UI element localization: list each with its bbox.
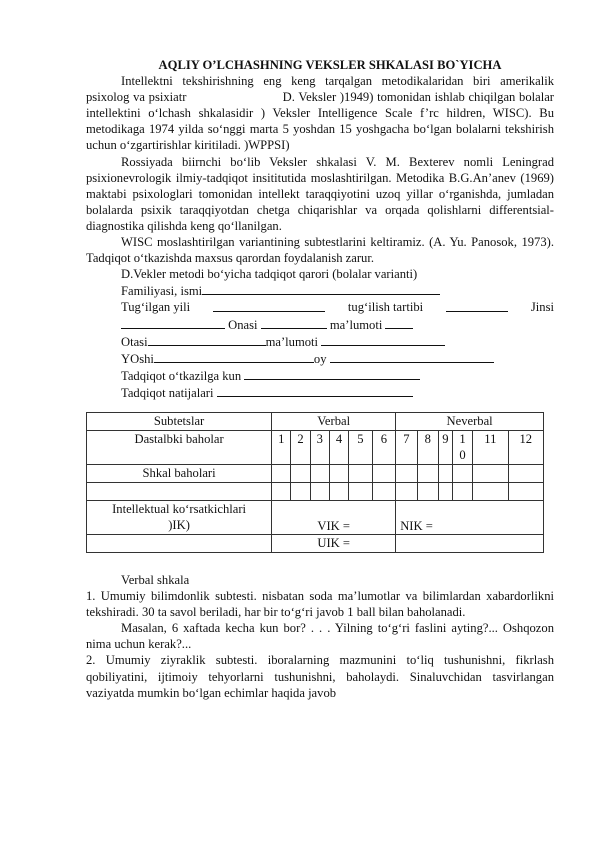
- cell-num: 6: [372, 430, 396, 464]
- cell-num: 1: [272, 430, 291, 464]
- field-oy[interactable]: [330, 350, 494, 363]
- cell-num: 7: [396, 430, 417, 464]
- cell: [417, 464, 438, 482]
- table-row-shkal: [87, 464, 544, 482]
- form-line-familiyasi: [86, 282, 554, 299]
- cell-num: 2: [291, 430, 310, 464]
- form-line-natijalari: [86, 384, 554, 401]
- section-heading: Verbal shkala: [121, 572, 190, 587]
- cell-uik: UIK =: [272, 534, 396, 552]
- paragraph-1: Intellektni tekshirishning eng keng tarqalgan metodikalaridan biri amerikalik psixolog va psixiatr D. Veksler )1949) tomonidan ishlab chiqilgan bolalar intellektini o‘lchash shkalasidir ) Veksler Intelligence Scale f’rc hildren, WISC). Bu metodikaga 1974 yilda so‘nggi marta 5 yoshdan 15 yoshgacha bo‘lgan bolalarni tekshirish uchun o‘zgartirishlar kiritiladi. )WPPSI): [86, 74, 558, 153]
- cell-vik: VIK =: [272, 500, 396, 534]
- cell: [272, 482, 291, 500]
- field-kun[interactable]: [244, 367, 420, 380]
- label-otasi: Otasi: [121, 334, 148, 349]
- field-familiyasi[interactable]: [202, 282, 440, 295]
- cell-num: 1 0: [452, 430, 472, 464]
- cell: [329, 464, 348, 482]
- label-malumoti2: ma’lumoti: [265, 334, 319, 349]
- field-tugilgan[interactable]: [213, 299, 325, 312]
- cell: [372, 482, 396, 500]
- cell: [349, 482, 373, 500]
- cell-num: 8: [417, 430, 438, 464]
- cell: [508, 482, 543, 500]
- header-subtest: Subtetslar: [87, 412, 272, 430]
- label-tugilgan: Tug‘ilgan yili: [121, 300, 191, 315]
- document-page: [86, 57, 558, 701]
- section-item-2: 2. Umumiy ziyraklik subtesti. iboralarning mazmunini to‘liq tushunishni, fikrlash qobiliyatini, ijtimoiy tehyorlarni tushunishni, baholaydi. Sinaluvchidan tasvirlangan vaziyatda mumkin bo‘lgan echimlar haqida javob: [86, 653, 554, 700]
- cell: [291, 482, 310, 500]
- label-jinsi: Jinsi: [530, 300, 554, 315]
- label-familiyasi: Familiyasi, ismi: [121, 284, 203, 299]
- table-row-dastlabki: [87, 430, 544, 464]
- form-line-otasi: [86, 333, 554, 350]
- cell: [396, 464, 417, 482]
- label-malumoti: ma’lumoti: [329, 317, 383, 332]
- cell: [473, 482, 508, 500]
- table-row-uik: [87, 534, 544, 552]
- cell-num: 4: [329, 430, 348, 464]
- cell: [87, 482, 272, 500]
- cell-num: 11: [473, 430, 508, 464]
- field-malumoti2[interactable]: [321, 333, 445, 346]
- row-label-dastlabki: Dastalbki baholar: [87, 430, 272, 464]
- form-line-kun: [86, 367, 554, 384]
- cell: [329, 482, 348, 500]
- label-yoshi: YOshi: [121, 351, 154, 366]
- cell: [396, 482, 417, 500]
- cell: [372, 464, 396, 482]
- field-tugilish[interactable]: [446, 299, 508, 312]
- cell: [417, 482, 438, 500]
- form-line-onasi: [86, 316, 554, 333]
- cell-num: 9: [438, 430, 452, 464]
- cell: [452, 464, 472, 482]
- spacer: [86, 553, 554, 572]
- label-natijalari: Tadqiqot natijalari: [121, 385, 214, 400]
- cell: [438, 482, 452, 500]
- form-heading: D.Vekler metodi bo‘yicha tadqiqot qarori (bolalar varianti): [121, 267, 418, 282]
- field-jinsi[interactable]: [121, 316, 225, 329]
- cell: [438, 464, 452, 482]
- table-header-row: [87, 412, 544, 430]
- row-label-intellektual: Intellektual ko‘rsatkichlari )IK): [87, 500, 272, 534]
- results-table: [86, 412, 544, 553]
- table-row-intellektual: [87, 500, 544, 534]
- cell: [272, 464, 291, 482]
- cell: [452, 482, 472, 500]
- cell-num: 5: [349, 430, 373, 464]
- cell: [310, 464, 329, 482]
- section-example: Masalan, 6 xaftada kecha kun bor? . . . Yilning to‘g‘ri faslini ayting?... Oshqozon nima uchun kerak?...: [86, 621, 554, 652]
- label-tugilish: tug‘ilish tartibi: [347, 300, 424, 315]
- label-onasi: Onasi: [228, 317, 258, 332]
- label-kun: Tadqiqot o‘tkazilga kun: [121, 368, 242, 383]
- field-otasi[interactable]: [148, 333, 266, 346]
- section-item-1: 1. Umumiy bilimdonlik subtesti. nisbatan soda ma’lumotlar va bilimlardan xabardorlikni tekshiradi. 30 ta savol beriladi, har bir to‘g‘ri javob 1 ball bilan baholanadi.: [86, 589, 554, 620]
- cell: [310, 482, 329, 500]
- cell: [473, 464, 508, 482]
- form-line-tugilgan: [86, 299, 554, 315]
- cell-num: 12: [508, 430, 543, 464]
- cell: [87, 534, 272, 552]
- cell-num: 3: [310, 430, 329, 464]
- row-label-shkal: Shkal baholari: [87, 464, 272, 482]
- field-yoshi[interactable]: [154, 350, 314, 363]
- cell: [508, 464, 543, 482]
- field-natijalari[interactable]: [217, 384, 413, 397]
- cell: [349, 464, 373, 482]
- paragraph-3: WISC moslashtirilgan variantining subtestlarini keltiramiz. (A. Yu. Panosok, 1973). Tadqiqot o‘tkazishda maxsus qarordan foydalanish zarur.: [86, 235, 554, 266]
- field-malumoti[interactable]: [385, 316, 413, 329]
- field-onasi[interactable]: [261, 316, 327, 329]
- header-verbal: Verbal: [272, 412, 396, 430]
- table-row-empty: [87, 482, 544, 500]
- cell-nik: NIK =: [396, 500, 544, 534]
- document-title: AQLIY O’LCHASHNING VEKSLER SHKALASI BO`YICHA: [158, 58, 502, 72]
- label-oy: oy: [313, 351, 327, 366]
- paragraph-2: Rossiyada biirnchi bo‘lib Veksler shkalasi V. M. Bexterev nomli Leningrad psixionevrologik ilmiy-tadqiqot insititutida moslashtirilgan. Metodika B.G.An’anev (1969) maktabi psixologlari tomonidan intellekt taraqqiyotini uzoq yillar o‘rganishda, jumladan bolalarda psixik taraqqiyotdan chetga chiqarishlar va orqada qolishlarni differentsial-diagnostika qilishda keng qo‘llanilgan.: [86, 154, 554, 233]
- cell: [291, 464, 310, 482]
- header-neverbal: Neverbal: [396, 412, 544, 430]
- cell: [396, 534, 544, 552]
- form-line-yoshi: [86, 350, 554, 367]
